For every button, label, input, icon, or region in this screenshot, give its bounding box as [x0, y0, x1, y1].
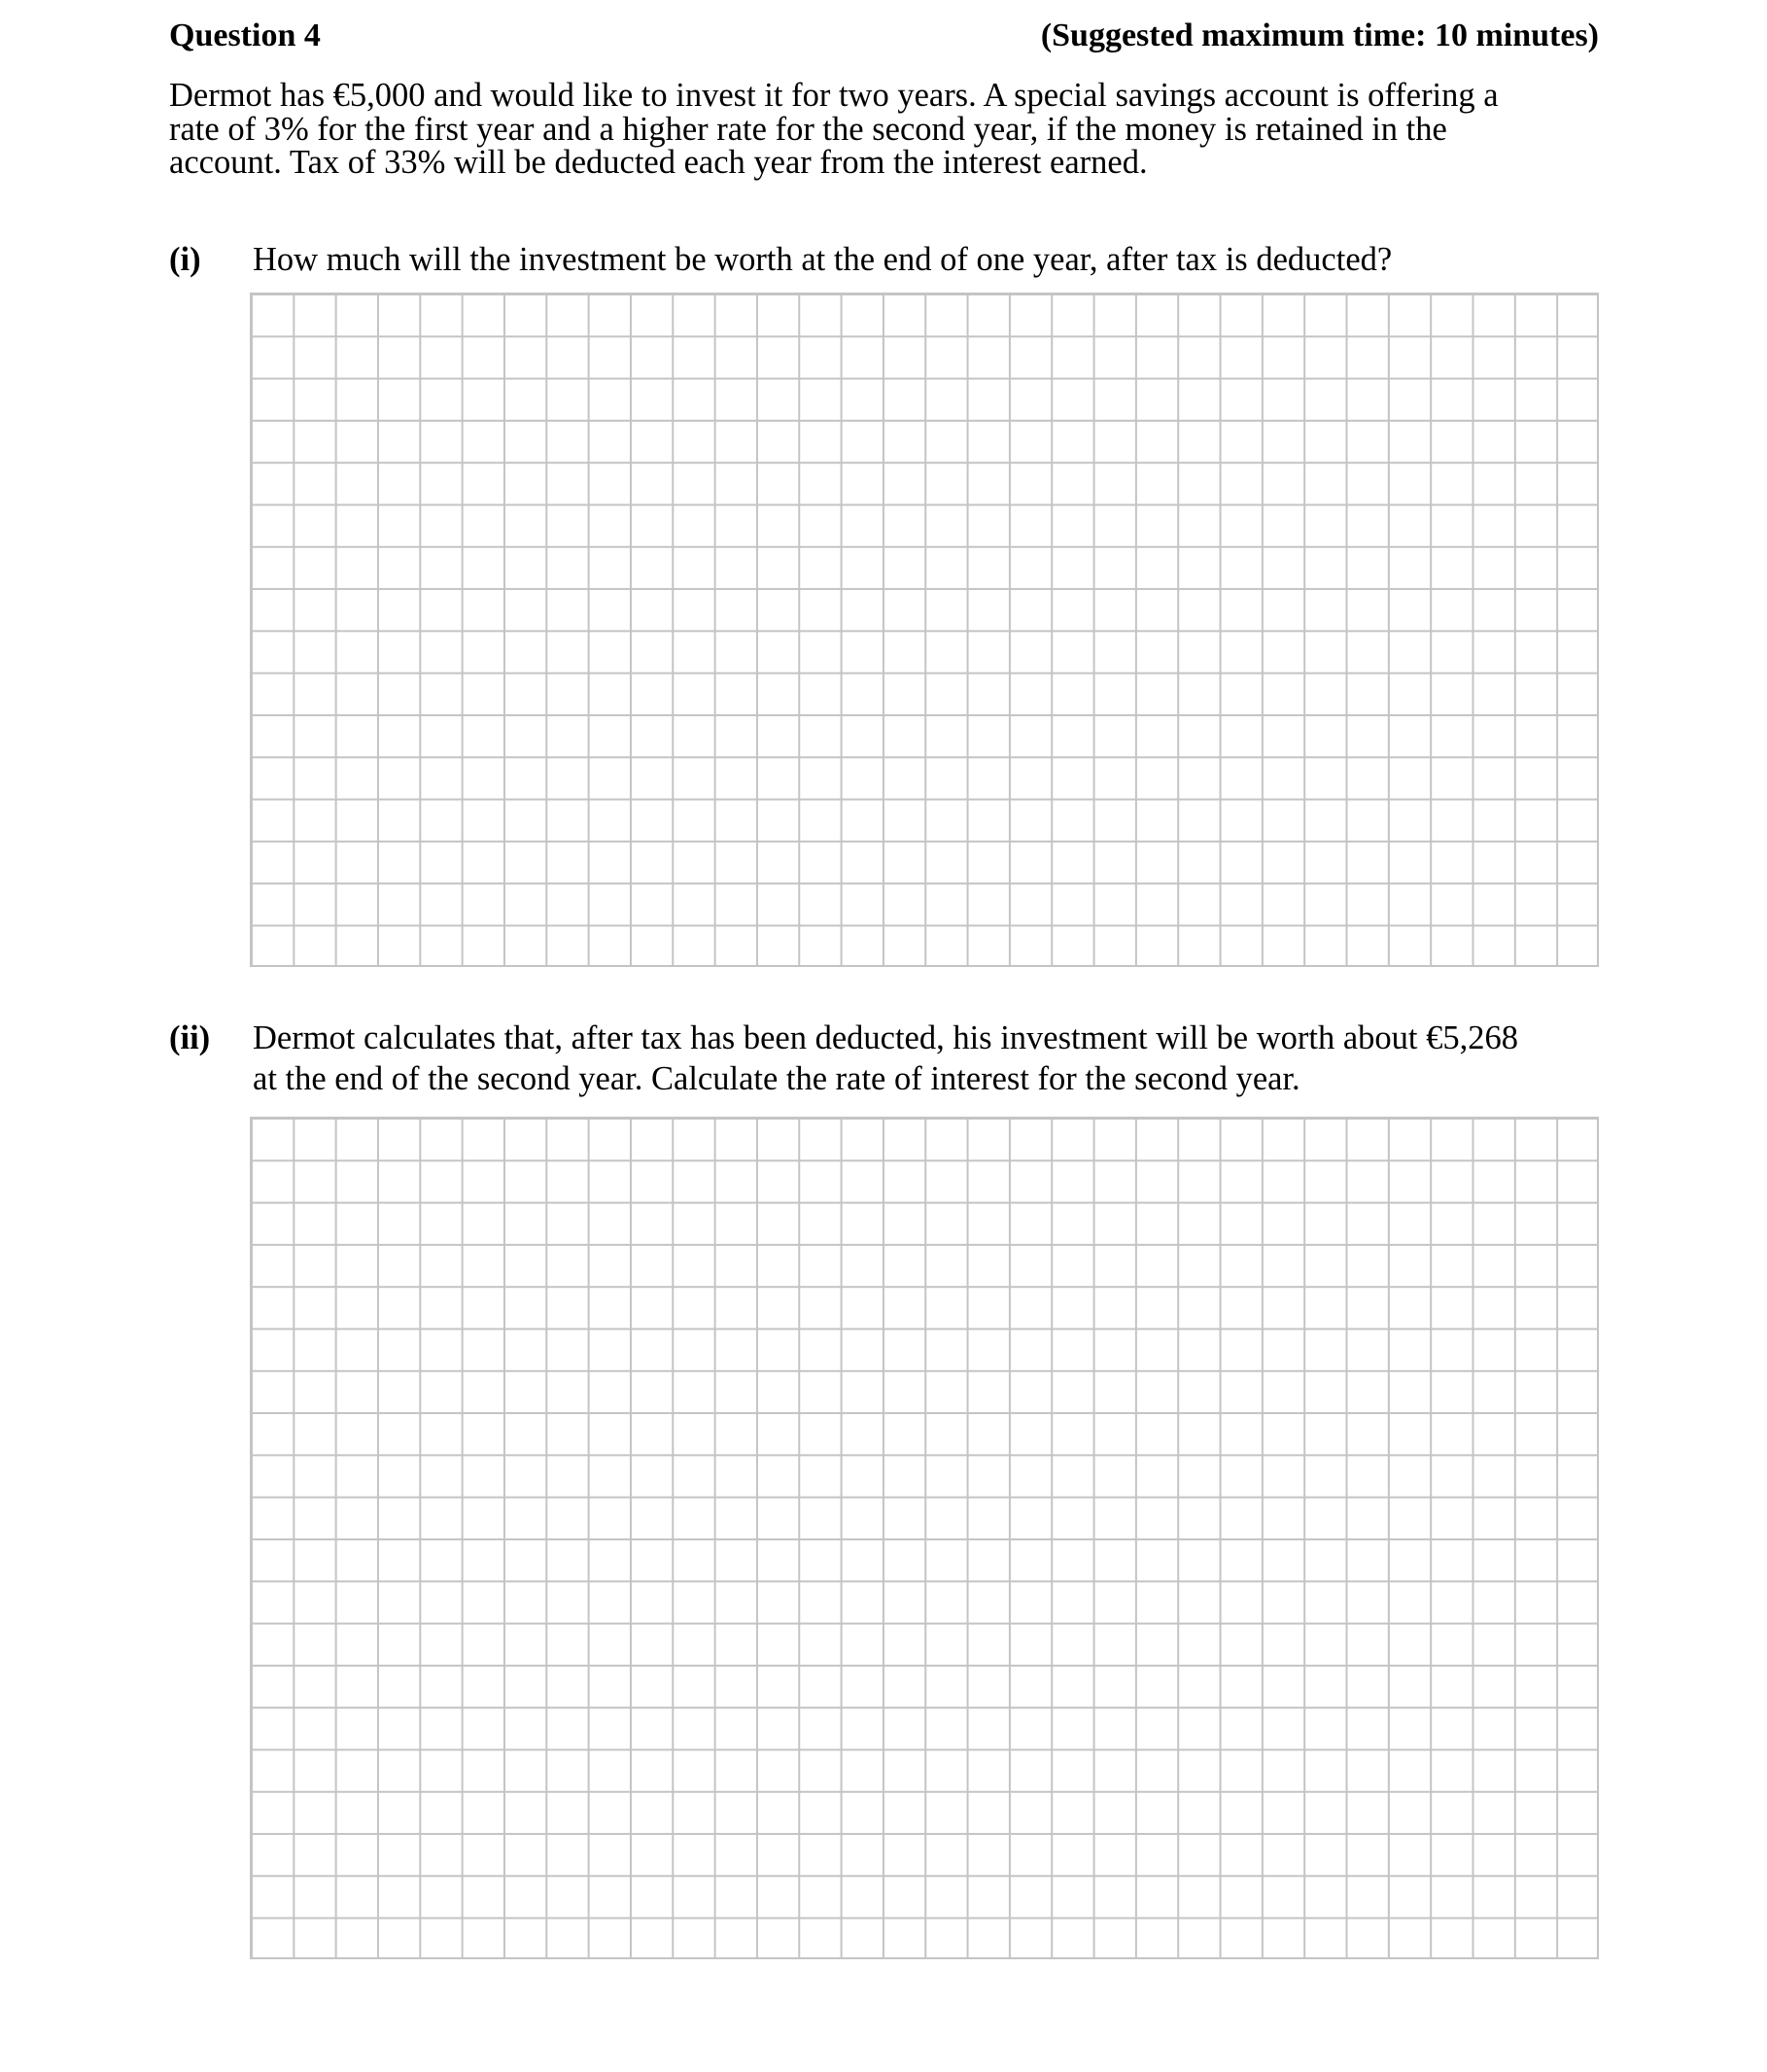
- part-ii-label: (ii): [169, 1019, 211, 1056]
- part-ii-prompt-line: Dermot calculates that, after tax has been deducted, his investment will be worth about €5,268: [253, 1019, 1518, 1056]
- question-title: Question 4: [169, 17, 321, 53]
- part-ii-prompt-line: at the end of the second year. Calculate the rate of interest for the second year.: [253, 1060, 1300, 1097]
- intro-line: rate of 3% for the first year and a higher rate for the second year, if the money is retained in the: [169, 110, 1447, 148]
- part-i-answer-grid[interactable]: [250, 293, 1599, 967]
- question-intro: [169, 79, 1608, 180]
- part-i-label: (i): [169, 241, 201, 278]
- part-i-prompt: How much will the investment be worth at the end of one year, after tax is deducted?: [253, 241, 1393, 278]
- part-ii-answer-grid[interactable]: [250, 1117, 1599, 1959]
- suggested-time-note: (Suggested maximum time: 10 minutes): [1040, 17, 1599, 53]
- intro-line: account. Tax of 33% will be deducted each year from the interest earned.: [169, 144, 1148, 181]
- intro-line: Dermot has €5,000 and would like to invest it for two years. A special savings account is offering a: [169, 77, 1499, 114]
